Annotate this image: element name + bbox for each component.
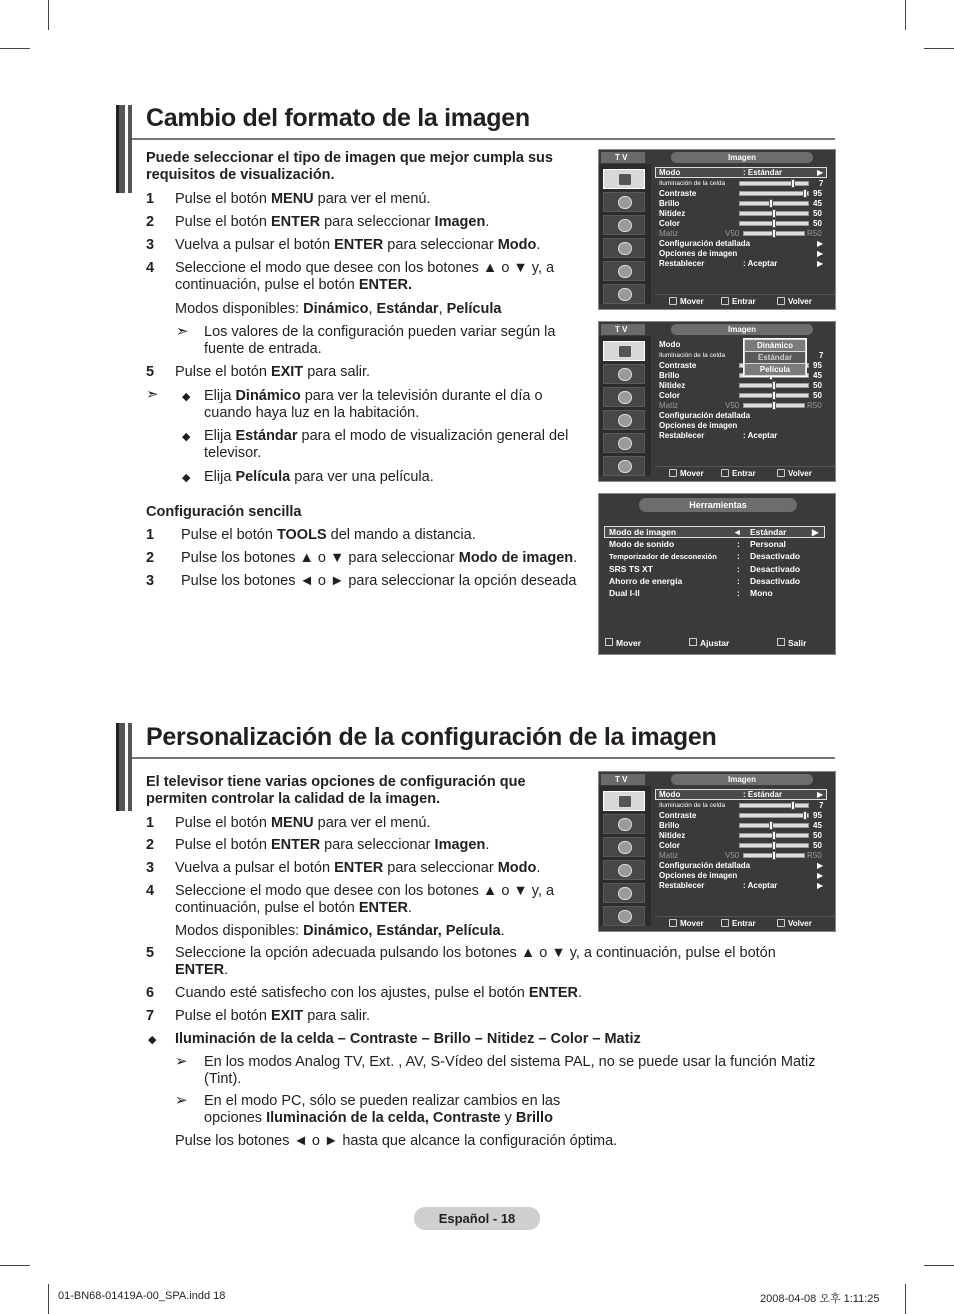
slider-nitidez bbox=[739, 383, 809, 388]
input-icon bbox=[603, 261, 645, 281]
colon: : bbox=[737, 564, 740, 574]
crop-mark bbox=[0, 48, 30, 49]
restablecer-value: : Aceptar bbox=[743, 431, 778, 440]
row-contraste: Contraste bbox=[659, 361, 697, 370]
row-matiz: Matiz bbox=[659, 229, 679, 238]
slider-matiz bbox=[743, 231, 805, 236]
section-marker bbox=[116, 105, 132, 193]
row-config: Configuración detallada bbox=[659, 411, 751, 420]
move-icon bbox=[669, 469, 677, 477]
arrow-right-icon: ▶ bbox=[817, 861, 824, 870]
move-icon bbox=[669, 919, 677, 927]
channel-icon bbox=[603, 837, 645, 857]
slider-color bbox=[739, 393, 809, 398]
ilum-value: 7 bbox=[819, 351, 824, 360]
note-arrow-icon: ➢ bbox=[175, 1092, 188, 1109]
bullet-dinamico: Elija Dinámico para ver la televisión durante el día o cuando haya luz en la habitación. bbox=[204, 388, 543, 421]
crop-mark bbox=[924, 48, 954, 49]
return-icon bbox=[777, 297, 785, 305]
menu-icon-column bbox=[599, 336, 651, 476]
matiz-v: V50 bbox=[725, 229, 740, 238]
intro-text: El televisor tiene varias opciones de configuración que permiten controlar la calidad de la imagen. bbox=[146, 774, 526, 807]
dropdown-option[interactable]: Estándar bbox=[745, 352, 805, 363]
colon: : bbox=[737, 539, 740, 549]
row-modo: Modo bbox=[659, 168, 681, 177]
nitidez-value: 50 bbox=[813, 381, 822, 390]
slider-matiz bbox=[743, 853, 805, 858]
diamond-bullet-icon: ◆ bbox=[182, 391, 191, 403]
application-icon bbox=[603, 456, 645, 476]
row-nitidez: Nitidez bbox=[659, 831, 686, 840]
section-title: Personalización de la configuración de la imagen bbox=[146, 723, 717, 751]
row-color: Color bbox=[659, 841, 680, 850]
note-text: Los valores de la configuración pueden variar según la fuente de entrada. bbox=[204, 324, 556, 357]
section-rule bbox=[132, 138, 835, 140]
brillo-value: 45 bbox=[813, 821, 822, 830]
diamond-bullet-icon: ◆ bbox=[182, 431, 191, 443]
page-number: Español - 18 bbox=[414, 1207, 540, 1230]
tv-label: T V bbox=[601, 324, 645, 335]
menu-footer: Mover Entrar Volver bbox=[655, 466, 835, 480]
arrow-right-icon: ▶ bbox=[817, 249, 824, 258]
bullet-estandar: Elija Estándar para el modo de visualización general del televisor. bbox=[204, 428, 569, 461]
crop-mark bbox=[905, 0, 906, 30]
section-title: Cambio del formato de la imagen bbox=[146, 104, 530, 132]
slider-contraste bbox=[739, 191, 809, 196]
final-instruction: Pulse los botones ◄ o ► hasta que alcance la configuración óptima. bbox=[175, 1133, 618, 1149]
note-arrow-icon: ➣ bbox=[176, 323, 189, 340]
menu-icon-column bbox=[599, 164, 651, 304]
row-config: Configuración detallada bbox=[659, 861, 751, 870]
sound-icon bbox=[603, 192, 645, 212]
arrow-right-icon: ▶ bbox=[817, 790, 824, 799]
modo-value: : Estándar bbox=[743, 790, 783, 799]
step-4: 4 Seleccione el modo que desee con los botones ▲ o ▼ y, a continuación, pulse el botón ENTER. bbox=[146, 260, 555, 293]
matiz-v: V50 bbox=[725, 401, 740, 410]
dropdown-option[interactable]: Dinámico bbox=[745, 340, 805, 351]
tools-row[interactable]: Modo de sonido bbox=[609, 539, 675, 549]
ilum-value: 7 bbox=[819, 179, 824, 188]
slider-matiz bbox=[743, 403, 805, 408]
enter-icon bbox=[721, 919, 729, 927]
menu-footer: Mover Entrar Volver bbox=[655, 916, 835, 930]
row-ilum: Iluminación de la celda bbox=[659, 180, 726, 187]
arrow-right-icon: ▶ bbox=[817, 881, 824, 890]
brillo-value: 45 bbox=[813, 199, 822, 208]
matiz-r: R50 bbox=[807, 229, 822, 238]
modes-line: Modos disponibles: Dinámico, Estándar, Película bbox=[175, 301, 502, 317]
section-marker bbox=[116, 723, 132, 811]
contraste-value: 95 bbox=[813, 189, 822, 198]
tools-menu bbox=[598, 493, 836, 655]
picture-icon bbox=[603, 791, 645, 811]
crop-mark bbox=[924, 1265, 954, 1266]
file-slug: 01-BN68-01419A-00_SPA.indd 18 bbox=[58, 1290, 226, 1302]
channel-icon bbox=[603, 215, 645, 235]
row-restablecer: Restablecer bbox=[659, 881, 705, 890]
setup-icon bbox=[603, 238, 645, 258]
row-nitidez: Nitidez bbox=[659, 209, 686, 218]
slider-nitidez bbox=[739, 833, 809, 838]
tools-row[interactable]: Dual I-II bbox=[609, 588, 640, 598]
enter-icon bbox=[721, 469, 729, 477]
contraste-value: 95 bbox=[813, 811, 822, 820]
input-icon bbox=[603, 433, 645, 453]
crop-mark bbox=[48, 0, 49, 30]
tv-label: T V bbox=[601, 152, 645, 163]
diamond-bullet-icon: ◆ bbox=[148, 1034, 157, 1046]
ilum-value: 7 bbox=[819, 801, 824, 810]
row-highlight bbox=[655, 167, 827, 178]
row-matiz: Matiz bbox=[659, 851, 679, 860]
slider-ilum bbox=[739, 803, 809, 808]
return-icon bbox=[777, 469, 785, 477]
step-5: 5 Seleccione la opción adecuada pulsando los botones ▲ o ▼ y, a continuación, pulse el botón ENTER. bbox=[146, 945, 776, 978]
menu-header: Imagen bbox=[671, 152, 813, 163]
tv-label: T V bbox=[601, 774, 645, 785]
settings-list: Iluminación de la celda – Contraste – Brillo – Nitidez – Color – Matiz bbox=[175, 1031, 641, 1047]
color-value: 50 bbox=[813, 219, 822, 228]
row-config: Configuración detallada bbox=[659, 239, 751, 248]
right-arrow-icon: ▶ bbox=[812, 527, 819, 537]
note-arrow-icon: ➣ bbox=[146, 386, 159, 403]
crop-mark bbox=[0, 1265, 30, 1266]
picture-icon bbox=[603, 169, 645, 189]
menu-header: Imagen bbox=[671, 324, 813, 335]
tv-menu-imagen-dropdown bbox=[598, 321, 836, 482]
move-icon bbox=[605, 638, 613, 646]
intro-text: Puede seleccionar el tipo de imagen que mejor cumpla sus requisitos de visualización. bbox=[146, 150, 553, 183]
row-brillo: Brillo bbox=[659, 199, 680, 208]
modo-value: : Estándar bbox=[743, 168, 783, 177]
row-highlight bbox=[655, 789, 827, 800]
colon: : bbox=[737, 588, 740, 598]
tools-value: Personal bbox=[750, 539, 786, 549]
return-icon bbox=[777, 919, 785, 927]
note-text: En el modo PC, sólo se pueden realizar cambios en las opciones Iluminación de la celda, Contraste y Brillo bbox=[204, 1093, 561, 1126]
tools-value: Desactivado bbox=[750, 564, 801, 574]
slider-contraste bbox=[739, 813, 809, 818]
row-nitidez: Nitidez bbox=[659, 381, 686, 390]
row-opciones: Opciones de imagen bbox=[659, 421, 738, 430]
row-modo: Modo bbox=[659, 340, 681, 349]
note-text: En los modos Analog TV, Ext. , AV, S-Vídeo del sistema PAL, no se puede usar la función Matiz (Tint). bbox=[204, 1054, 816, 1087]
row-brillo: Brillo bbox=[659, 371, 680, 380]
setup-icon bbox=[603, 860, 645, 880]
color-value: 50 bbox=[813, 391, 822, 400]
tools-value: Estándar bbox=[750, 527, 787, 537]
slider-brillo bbox=[739, 823, 809, 828]
slider-ilum bbox=[739, 181, 809, 186]
row-modo: Modo bbox=[659, 790, 681, 799]
tools-value: Mono bbox=[750, 588, 773, 598]
diamond-bullet-icon: ◆ bbox=[182, 472, 191, 484]
tools-footer: Mover Ajustar Salir bbox=[599, 634, 835, 652]
exit-icon bbox=[777, 638, 785, 646]
row-restablecer: Restablecer bbox=[659, 259, 705, 268]
matiz-v: V50 bbox=[725, 851, 740, 860]
mode-dropdown[interactable] bbox=[743, 338, 807, 377]
color-value: 50 bbox=[813, 841, 822, 850]
row-opciones: Opciones de imagen bbox=[659, 871, 738, 880]
tools-header: Herramientas bbox=[639, 498, 797, 512]
left-arrow-icon: ◄ bbox=[733, 527, 742, 537]
sound-icon bbox=[603, 814, 645, 834]
easy-setup-title: Configuración sencilla bbox=[146, 504, 302, 520]
tools-row[interactable]: Modo de imagen bbox=[609, 527, 677, 537]
arrow-right-icon: ▶ bbox=[817, 871, 824, 880]
move-icon bbox=[669, 297, 677, 305]
slider-brillo bbox=[739, 201, 809, 206]
adjust-icon bbox=[689, 638, 697, 646]
application-icon bbox=[603, 906, 645, 926]
note-arrow-icon: ➢ bbox=[175, 1053, 188, 1070]
tools-value: Desactivado bbox=[750, 551, 801, 561]
row-brillo: Brillo bbox=[659, 821, 680, 830]
input-icon bbox=[603, 883, 645, 903]
row-contraste: Contraste bbox=[659, 811, 697, 820]
tools-row[interactable]: Ahorro de energía bbox=[609, 576, 683, 586]
matiz-r: R50 bbox=[807, 851, 822, 860]
bullet-pelicula: Elija Película para ver una película. bbox=[204, 469, 434, 485]
row-opciones: Opciones de imagen bbox=[659, 249, 738, 258]
tools-row[interactable]: Temporizador de desconexión bbox=[609, 552, 717, 561]
tv-menu-imagen bbox=[598, 771, 836, 932]
menu-icon-column bbox=[599, 786, 651, 926]
brillo-value: 45 bbox=[813, 371, 822, 380]
tv-menu-imagen bbox=[598, 149, 836, 310]
restablecer-value: : Aceptar bbox=[743, 881, 778, 890]
tools-value: Desactivado bbox=[750, 576, 801, 586]
nitidez-value: 50 bbox=[813, 209, 822, 218]
arrow-right-icon: ▶ bbox=[817, 168, 824, 177]
slider-color bbox=[739, 221, 809, 226]
nitidez-value: 50 bbox=[813, 831, 822, 840]
print-timestamp: 2008-04-08 오후 1:11:25 bbox=[760, 1293, 880, 1305]
contraste-value: 95 bbox=[813, 361, 822, 370]
picture-icon bbox=[603, 341, 645, 361]
arrow-right-icon: ▶ bbox=[817, 259, 824, 268]
dropdown-option[interactable]: Película bbox=[745, 364, 805, 375]
colon: : bbox=[737, 551, 740, 561]
setup-icon bbox=[603, 410, 645, 430]
row-ilum: Iluminación de la celda bbox=[659, 802, 726, 809]
modes-line: Modos disponibles: Dinámico, Estándar, Película. bbox=[175, 923, 505, 939]
colon: : bbox=[737, 576, 740, 586]
restablecer-value: : Aceptar bbox=[743, 259, 778, 268]
row-matiz: Matiz bbox=[659, 401, 679, 410]
enter-icon bbox=[721, 297, 729, 305]
row-ilum: Iluminación de la celda bbox=[659, 352, 726, 359]
crop-mark bbox=[48, 1284, 49, 1314]
menu-footer: Mover Entrar Volver bbox=[655, 294, 835, 308]
row-restablecer: Restablecer bbox=[659, 431, 705, 440]
application-icon bbox=[603, 284, 645, 304]
slider-nitidez bbox=[739, 211, 809, 216]
row-contraste: Contraste bbox=[659, 189, 697, 198]
tools-row[interactable]: SRS TS XT bbox=[609, 564, 653, 574]
slider-color bbox=[739, 843, 809, 848]
matiz-r: R50 bbox=[807, 401, 822, 410]
row-color: Color bbox=[659, 391, 680, 400]
menu-header: Imagen bbox=[671, 774, 813, 785]
channel-icon bbox=[603, 387, 645, 407]
crop-mark bbox=[905, 1284, 906, 1314]
row-color: Color bbox=[659, 219, 680, 228]
section-rule bbox=[132, 757, 835, 759]
sound-icon bbox=[603, 364, 645, 384]
arrow-right-icon: ▶ bbox=[817, 239, 824, 248]
step-4: 4 Seleccione el modo que desee con los botones ▲ o ▼ y, a continuación, pulse el botón ENTER. bbox=[146, 883, 555, 916]
